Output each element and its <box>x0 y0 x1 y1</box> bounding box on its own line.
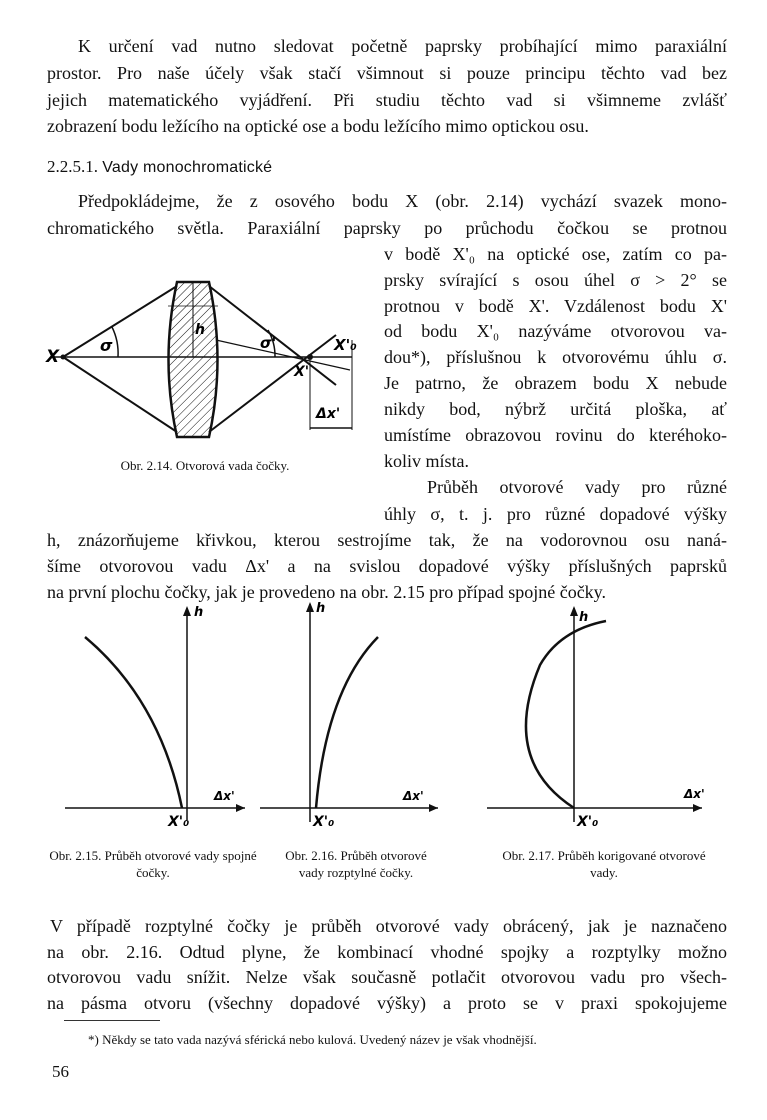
footnote-rule <box>64 1020 160 1021</box>
text-line: na pásma otvoru (všechny dopadové výšky) a proto se v praxi spokojujeme <box>47 993 727 1013</box>
text-line: úhly σ, t. j. pro různé dopadové výšky <box>384 504 727 524</box>
label-x0: X'₀ <box>334 336 357 354</box>
label-sigma: σ <box>100 336 113 355</box>
figure-caption: Obr. 2.16. Průběh otvorové vady rozptylné čočky. <box>285 848 427 880</box>
text-line: zobrazení bodu ležícího na optické ose a bodu ležícího mimo optickou osu. <box>47 116 589 136</box>
text-line: na obr. 2.16. Odtud plyne, že kombinací vhodné spojky a rozptylky možno <box>47 942 727 962</box>
text-line: prostor. Pro naše účely však stačí všimnout si pouze principu těchto vad bez <box>47 63 727 83</box>
aberration-curve <box>316 637 378 808</box>
text-line: na první plochu čočky, jak je provedeno na obr. 2.15 pro případ spojné čočky. <box>47 582 607 602</box>
label-dx: Δx' <box>214 789 235 803</box>
text-line: prsky svírající s osou úhel σ > 2° se <box>384 270 727 290</box>
figure-2-15 <box>65 605 245 830</box>
text-line: nikdy bod, nýbrž určitá ploška, ať <box>384 399 727 419</box>
figure-caption: Obr. 2.15. Průběh otvorové vady spojné čočky. <box>49 848 257 880</box>
label-x0: X'₀ <box>577 814 599 830</box>
label-dx: Δx' <box>403 789 424 803</box>
aberration-curve <box>85 637 182 808</box>
section-title: Vady monochromatické <box>102 159 273 176</box>
text-line: dou*), příslušnou k otvorovému úhlu σ. <box>384 347 727 367</box>
footnote: *) Někdy se tato vada nazývá sférická nebo kulová. Uvedený název je však vhodnější. <box>88 1032 537 1047</box>
label-sigma-prime: σ' <box>260 334 277 352</box>
text-line: protnou v bodě X'. Vzdálenost bodu X' <box>384 296 727 316</box>
label-dx: Δx' <box>684 787 705 801</box>
figure-caption: Obr. 2.14. Otvorová vada čočky. <box>120 458 290 473</box>
aberration-curve <box>526 621 606 808</box>
label-x-prime: X' <box>294 364 310 380</box>
text-line: koliv místa. <box>384 451 469 471</box>
text-line: Průběh otvorové vady pro různé <box>427 477 727 497</box>
text-line: v bodě X'₀ na optické ose, zatím co pa- <box>384 244 727 264</box>
text-line: Je patrno, že obrazem bodu X nebude <box>384 373 727 393</box>
label-x0: X'₀ <box>168 814 190 830</box>
label-h: h <box>579 610 589 625</box>
text-line: jejich matematického vyjádření. Při studiu těchto vad si všimneme zvlášť <box>47 90 727 110</box>
figure-2-17 <box>487 606 705 830</box>
text-line: V případě rozptylné čočky je průběh otvorové vady obrácený, jak je naznačeno <box>50 916 727 936</box>
text-line: umístíme obrazovou rovinu do kteréhoko- <box>384 425 727 445</box>
text-line: chromatického světla. Paraxiální paprsky po průchodu čočkou se protnou <box>47 218 727 238</box>
figure-2-16 <box>260 601 438 830</box>
text-line: otvorovou vadu snížit. Nelze však současně potlačit otvorovou vadu pro všech- <box>47 967 727 987</box>
text-line: Předpokládejme, že z osového bodu X (obr. 2.14) vychází svazek mono- <box>78 191 727 211</box>
text-line: šíme otvorovou vadu Δx' a na svislou dopadové výšky příslušných paprsků <box>47 556 727 576</box>
figure-caption: Obr. 2.17. Průběh korigované otvorové vady. <box>502 848 706 880</box>
text-line: K určení vad nutno sledovat početně paprsky probíhající mimo paraxiální <box>78 36 727 56</box>
page-number: 56 <box>52 1062 69 1081</box>
label-h: h <box>316 601 326 616</box>
text-line: od bodu X'₀ nazýváme otvorovou va- <box>384 321 727 341</box>
section-number: 2.2.5.1. <box>47 157 98 176</box>
label-x0: X'₀ <box>313 814 335 830</box>
text-line: h, znázorňujeme křivkou, kterou sestrojíme tak, že na vodorovnou osu naná- <box>47 530 727 550</box>
label-h: h <box>195 322 205 338</box>
label-dx: Δx' <box>316 406 341 422</box>
label-h: h <box>194 605 204 620</box>
label-x: X <box>46 347 60 367</box>
